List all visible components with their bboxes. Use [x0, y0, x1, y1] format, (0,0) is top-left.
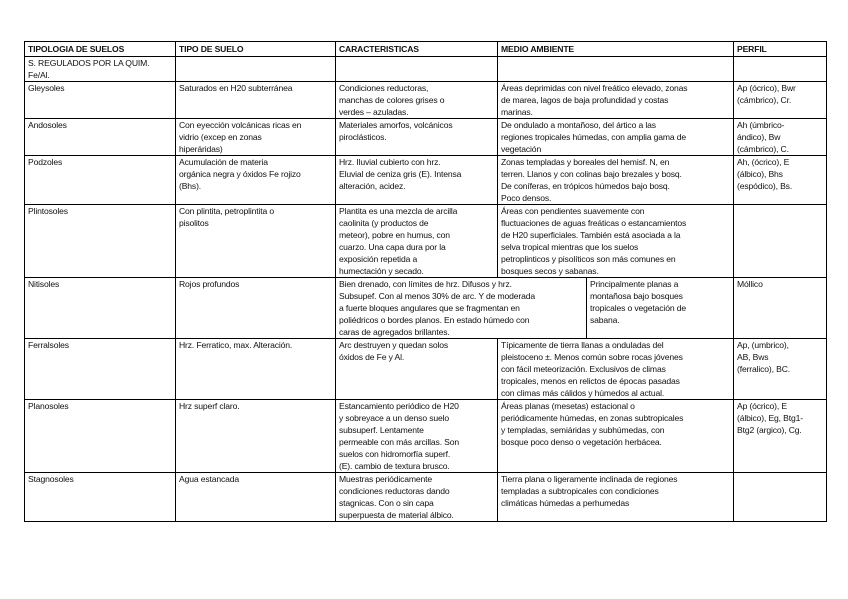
cell-line: poliédricos o bordes planos. En estado húmedo con: [339, 315, 530, 325]
cell-medio: [498, 205, 734, 278]
cell-line: Áreas deprimidas con nivel freático elevado, zonas: [501, 83, 688, 93]
cell-line: subsuperf. Lentamente: [339, 425, 424, 435]
cell-line: bosques secos y sabanas.: [501, 266, 599, 276]
cell-tipologia: [25, 400, 176, 473]
cell-line: vegetación: [501, 144, 542, 154]
header-perfil: PERFIL: [734, 42, 827, 57]
cell-line: caras de agregados brillantes.: [339, 327, 450, 337]
cell-tipo: [176, 473, 336, 522]
cell-line: De ondulado a montañoso, del ártico a las: [501, 120, 656, 130]
cell-perfil: [734, 473, 827, 522]
cell-line: (álbico), Eg, Btg1-: [737, 413, 803, 423]
cell-line: Móllico: [737, 279, 763, 289]
cell-perfil: [734, 339, 827, 400]
cell-line: Materiales amorfos, volcánicos: [339, 120, 453, 130]
cell-caracteristicas: [336, 57, 498, 82]
cell-caracteristicas: [336, 156, 498, 205]
cell-line: Zonas templadas y boreales del hemisf. N, en: [501, 157, 670, 167]
cell-line: Hrz superf claro.: [179, 401, 240, 411]
cell-line: Tierra plana o ligeramente inclinada de regiones: [501, 474, 678, 484]
cell-tipologia: [25, 156, 176, 205]
cell-caracteristicas-medio: [336, 278, 734, 339]
cell-line: (álbico), Bhs: [737, 169, 783, 179]
cell-line: Estancamiento periódico de H20: [339, 401, 459, 411]
cell-line: bosque poco denso o vegetación herbácea.: [501, 437, 662, 447]
cell-line: Eluvial de ceniza gris (E). Intensa: [339, 169, 462, 179]
header-medio: MEDIO AMBIENTE: [498, 42, 734, 57]
cell-line: ándico), Bw: [737, 132, 781, 142]
cell-line: Poco densos.: [501, 193, 552, 203]
cell-line: Planosoles: [28, 401, 69, 411]
cell-tipologia: [25, 473, 176, 522]
cell-line: periódicamente húmedas, en zonas subtropicales: [501, 413, 684, 423]
cell-line: y sobreyace a un denso suelo: [339, 413, 449, 423]
cell-line: piroclásticos.: [339, 132, 387, 142]
cell-line: humectación y secado.: [339, 266, 424, 276]
cell-tipo: [176, 339, 336, 400]
cell-medio: [498, 156, 734, 205]
cell-tipologia: [25, 278, 176, 339]
cell-line: óxidos de Fe y Al.: [339, 352, 405, 362]
cell-line: Btg2 (argico), Cg.: [737, 425, 802, 435]
cell-line: Hrz. Iluvial cubierto con hrz.: [339, 157, 441, 167]
cell-line: Ap (ócrico), E: [737, 401, 787, 411]
table-row: [25, 156, 827, 205]
cell-line: manchas de colores grises o: [339, 95, 445, 105]
cell-line: Stagnosoles: [28, 474, 74, 484]
cell-line: con fácil meteorización. Exclusivos de climas: [501, 364, 666, 374]
cell-line: de H20 superficiales. También está asociada a la: [501, 230, 681, 240]
cell-caracteristicas: [336, 205, 498, 278]
cell-line: Nitisoles: [28, 279, 60, 289]
cell-line: exposición repetida a: [339, 254, 418, 264]
cell-line: y templadas, semiáridas y subhúmedas, con: [501, 425, 665, 435]
cell-line: Bien drenado, con límites de hrz. Difusos y hrz.: [339, 279, 512, 289]
cell-medio: [498, 57, 734, 82]
cell-line: Ah (úmbrico-: [737, 120, 785, 130]
cell-line: Plantita es una mezcla de arcilla: [339, 206, 458, 216]
table-row: [25, 119, 827, 156]
cell-line: con climas más cálidos y húmedos al actual.: [501, 388, 665, 398]
cell-line: marinas.: [501, 107, 533, 117]
cell-line: regiones tropicales húmedas, con amplia gama de: [501, 132, 686, 142]
cell-line: alteración, acidez.: [339, 181, 406, 191]
cell-line: tropicales, menos en relictos de épocas pasadas: [501, 376, 680, 386]
cell-line: Fe/Al.: [28, 70, 50, 80]
cell-tipo: [176, 400, 336, 473]
cell-line: (ferralico), BC.: [737, 364, 790, 374]
table-header-row: [25, 42, 827, 57]
cell-line: permeable con más arcillas. Son: [339, 437, 460, 447]
cell-line: Podzoles: [28, 157, 63, 167]
cell-line: petroplinticos y pisolíticos son más comunes en: [501, 254, 676, 264]
table-row: [25, 278, 827, 339]
cell-line: Ferralsoles: [28, 340, 69, 350]
cell-line: a fuerte bloques angulares que se fragmentan en: [339, 303, 520, 313]
cell-caracteristicas: [336, 278, 586, 338]
cell-line: AB, Bws: [737, 352, 769, 362]
cell-line: terren. Llanos y con colinas bajo brezales y bosq.: [501, 169, 682, 179]
cell-caracteristicas: [336, 400, 498, 473]
table-row: [25, 400, 827, 473]
cell-line: orgánica negra y óxidos Fe rojizo: [179, 169, 301, 179]
cell-line: superpuesta de material álbico.: [339, 510, 454, 520]
cell-line: Áreas planas (mesetas) estacional o: [501, 401, 635, 411]
cell-line: (Bhs).: [179, 181, 202, 191]
cell-line: Ap, (umbrico),: [737, 340, 789, 350]
table-row: [25, 473, 827, 522]
cell-tipologia: [25, 57, 176, 82]
cell-line: tropicales o vegetación de: [590, 303, 686, 313]
cell-line: (cámbrico), C.: [737, 144, 789, 154]
cell-line: Arc destruyen y quedan solos: [339, 340, 449, 350]
cell-tipo: [176, 57, 336, 82]
header-caracteristicas: CARACTERISTICAS: [336, 42, 498, 57]
cell-line: Saturados en H20 subterránea: [179, 83, 293, 93]
cell-medio: [586, 278, 733, 338]
cell-perfil: [734, 82, 827, 119]
table-row: [25, 57, 827, 82]
cell-line: (E). cambio de textura brusco.: [339, 461, 450, 471]
cell-perfil: [734, 57, 827, 82]
cell-tipo: [176, 119, 336, 156]
cell-line: Principalmente planas a: [590, 279, 679, 289]
cell-perfil: [734, 400, 827, 473]
cell-line: Ah, (ócrico), E: [737, 157, 790, 167]
cell-line: Hrz. Ferratico, max. Alteración.: [179, 340, 293, 350]
cell-tipo: [176, 278, 336, 339]
cell-line: Condiciones reductoras,: [339, 83, 429, 93]
cell-medio: [498, 400, 734, 473]
cell-caracteristicas: [336, 82, 498, 119]
cell-line: cuarzo. Una capa dura por la: [339, 242, 446, 252]
cell-line: pleistoceno ±. Menos común sobre rocas jóvenes: [501, 352, 683, 362]
cell-line: pisolitos: [179, 218, 209, 228]
cell-line: Agua estancada: [179, 474, 240, 484]
soil-typology-table: [24, 41, 827, 522]
cell-line: Ap (ócrico), Bwr: [737, 83, 796, 93]
cell-line: S. REGULADOS POR LA QUIM.: [28, 58, 150, 68]
cell-line: Acumulación de materia: [179, 157, 268, 167]
cell-tipo: [176, 82, 336, 119]
header-tipo: TIPO DE SUELO: [176, 42, 336, 57]
cell-line: de marea, lagos de baja profundidad y costas: [501, 95, 669, 105]
cell-line: condiciones reductoras dando: [339, 486, 450, 496]
cell-tipo: [176, 156, 336, 205]
cell-line: templadas a subtropicales con condiciones: [501, 486, 659, 496]
cell-line: Muestras periódicamente: [339, 474, 433, 484]
cell-line: Típicamente de tierra llanas a onduladas del: [501, 340, 664, 350]
cell-medio: [498, 339, 734, 400]
cell-caracteristicas: [336, 339, 498, 400]
cell-tipologia: [25, 119, 176, 156]
cell-perfil: [734, 156, 827, 205]
cell-line: De coníferas, en trópicos húmedos bajo bosq.: [501, 181, 670, 191]
cell-line: Con eyección volcánicas ricas en: [179, 120, 302, 130]
cell-line: verdes – azuladas.: [339, 107, 409, 117]
table-row: [25, 339, 827, 400]
cell-line: meteor), pobre en humus, con: [339, 230, 450, 240]
cell-line: stagnicas. Con o sin capa: [339, 498, 434, 508]
cell-caracteristicas: [336, 119, 498, 156]
cell-perfil: [734, 278, 827, 339]
table-row: [25, 205, 827, 278]
cell-tipologia: [25, 82, 176, 119]
cell-line: (espódico), Bs.: [737, 181, 793, 191]
cell-line: suelos con hidromorfía superf.: [339, 449, 451, 459]
cell-line: climáticas húmedas a perhumedas: [501, 498, 630, 508]
cell-tipo: [176, 205, 336, 278]
cell-line: fluctuaciones de aguas freáticas o estancamientos: [501, 218, 687, 228]
cell-medio: [498, 473, 734, 522]
cell-line: (cámbrico), Cr.: [737, 95, 792, 105]
cell-perfil: [734, 119, 827, 156]
header-tipologia: TIPOLOGIA DE SUELOS: [25, 42, 176, 57]
cell-medio: [498, 119, 734, 156]
cell-medio: [498, 82, 734, 119]
cell-line: Áreas con pendientes suavemente con: [501, 206, 645, 216]
cell-line: Rojos profundos: [179, 279, 240, 289]
cell-line: selva tropical mientras que los suelos: [501, 242, 639, 252]
cell-line: sabana.: [590, 315, 620, 325]
cell-line: caolinita (y productos de: [339, 218, 429, 228]
table-row: [25, 82, 827, 119]
cell-line: montañosa bajo bosques: [590, 291, 683, 301]
cell-line: Subsupef. Con al menos 30% de arc. Y de moderada: [339, 291, 535, 301]
cell-caracteristicas: [336, 473, 498, 522]
cell-line: Con plintita, petroplintita o: [179, 206, 275, 216]
cell-line: hiperáridas): [179, 144, 223, 154]
cell-tipologia: [25, 205, 176, 278]
cell-line: Andosoles: [28, 120, 67, 130]
cell-line: Gleysoles: [28, 83, 65, 93]
cell-line: Plintosoles: [28, 206, 68, 216]
cell-perfil: [734, 205, 827, 278]
cell-line: vidrio (excep en zonas: [179, 132, 262, 142]
table-body: [25, 57, 827, 522]
cell-tipologia: [25, 339, 176, 400]
